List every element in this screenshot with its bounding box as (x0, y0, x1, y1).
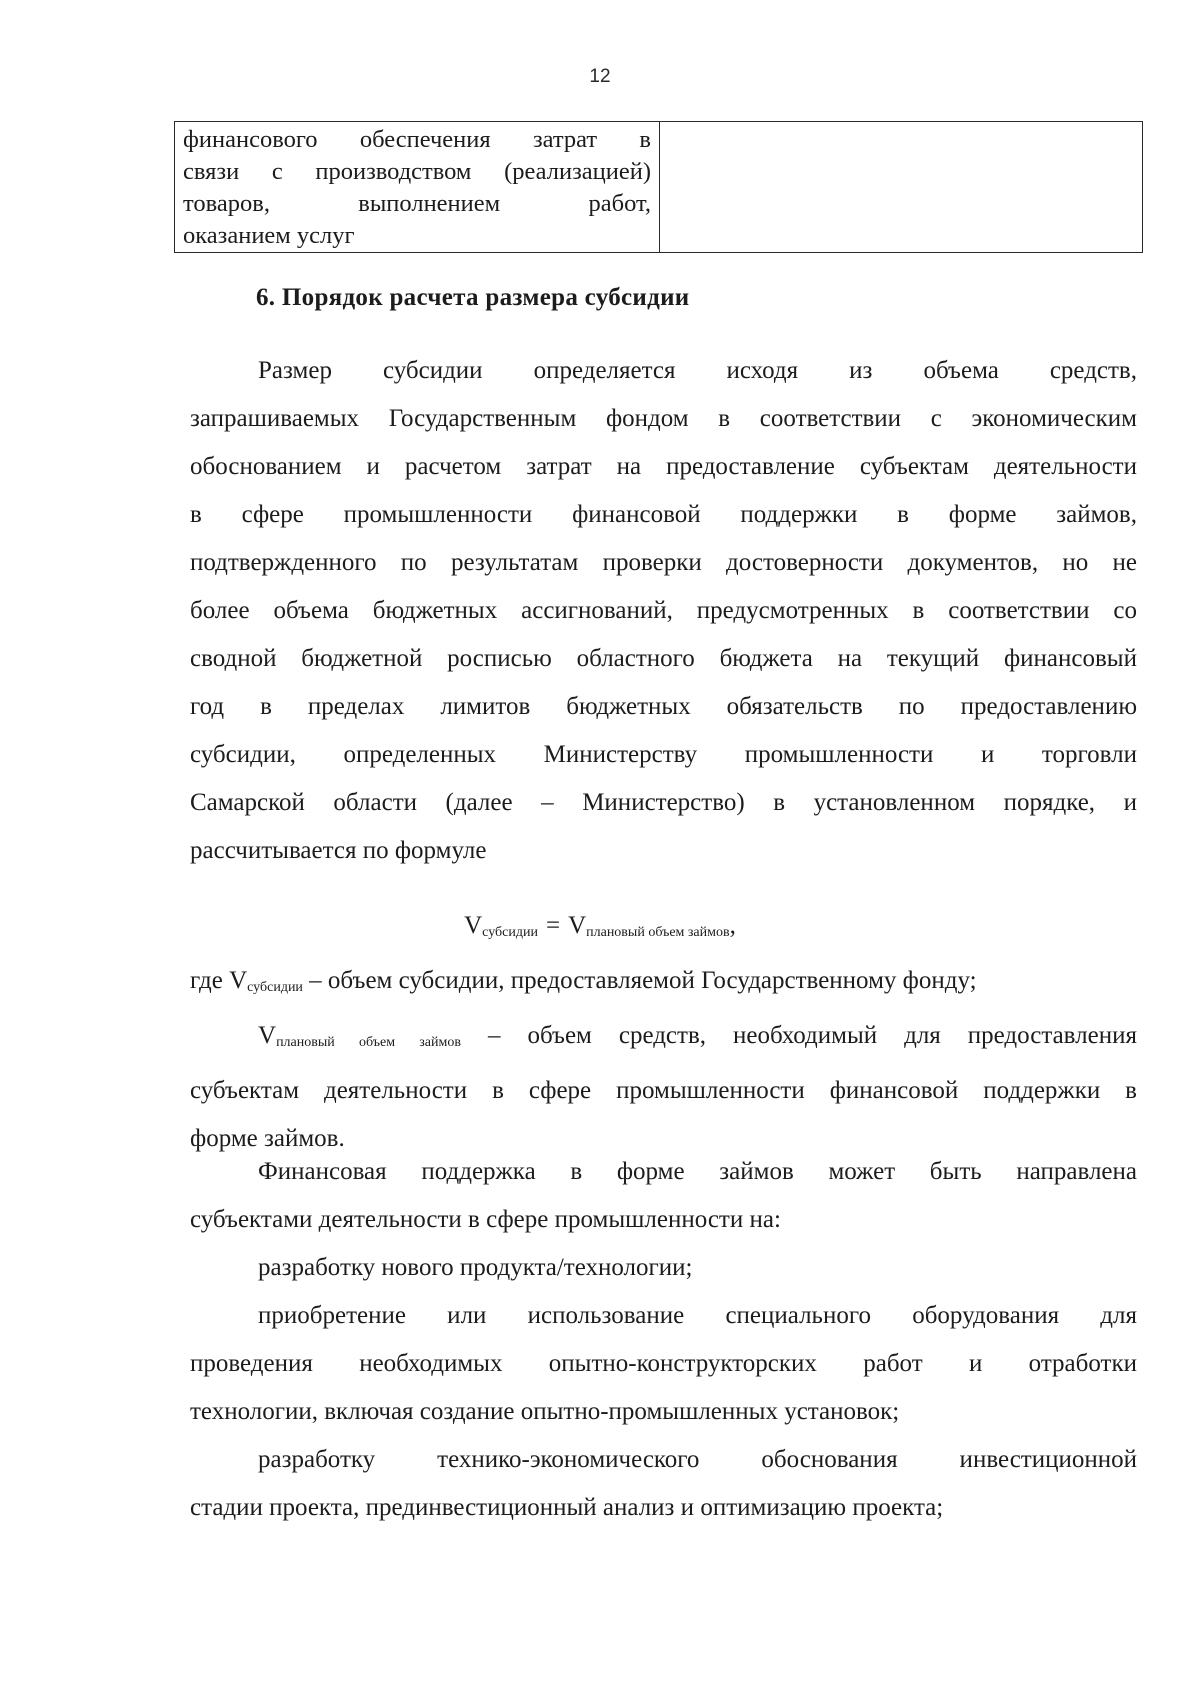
definition-text: – объем субсидии, предоставляемой Государственному фонду; (302, 967, 977, 994)
text-line: в сфере промышленности финансовой поддержки в форме займов, (190, 501, 1137, 528)
table-cell-text (175, 122, 659, 252)
page-number: 12 (589, 66, 611, 87)
text-line: сводной бюджетной росписью областного бюджета на текущий финансовый (190, 645, 1137, 672)
text-line: разработку технико-экономического обоснования инвестиционной (258, 1446, 1137, 1473)
text-line: приобретение или использование специального оборудования для (258, 1302, 1137, 1329)
text-line: Размер субсидии определяется исходя из объема средств, (258, 357, 1137, 384)
text-line: запрашиваемых Государственным фондом в соответствии с экономическим (190, 405, 1137, 432)
text-line: рассчитывается по формуле (190, 837, 487, 864)
table-row (175, 122, 1143, 253)
text-line: субъектами деятельности в сфере промышленности на: (190, 1206, 781, 1233)
definitions (190, 957, 1137, 1163)
formula-rhs-subscript: плановый объем займов (586, 925, 730, 940)
text-line: более объема бюджетных ассигнований, предусмотренных в соответствии со (190, 597, 1137, 624)
list-item-equipment (190, 1292, 1137, 1436)
formula-tail: , (729, 912, 736, 939)
text-line: технологии, включая создание опытно-промышленных установок; (190, 1398, 900, 1425)
list-item-feasibility (190, 1436, 1137, 1532)
list-item-new-product (190, 1244, 1137, 1292)
text-line: обоснованием и расчетом затрат на предоставление субъектам деятельности (190, 453, 1137, 480)
text-line: разработку нового продукта/технологии; (258, 1254, 693, 1281)
table-line: товаров, выполнением работ, (183, 190, 651, 217)
text-line: Финансовая поддержка в форме займов может быть направлена (258, 1158, 1137, 1185)
formula-lhs-subscript: субсидии (482, 925, 538, 940)
paragraph-financial-support (190, 1148, 1137, 1244)
definition-subscript: плановый объем займов (276, 1035, 461, 1050)
definition-planned-loans (190, 1012, 1137, 1067)
text-line: Самарской области (далее – Министерство) в установленном порядке, и (190, 789, 1137, 816)
definition-prefix: где (190, 967, 230, 994)
table-cell-right-text (660, 122, 1142, 124)
text-line: год в пределах лимитов бюджетных обязательств по предоставлению (190, 693, 1137, 720)
table-line: финансового обеспечения затрат в (183, 126, 651, 153)
table-cell-right (660, 122, 1143, 253)
definition-subscript: субсидии (247, 980, 303, 995)
continued-table (174, 121, 1143, 253)
paragraph-subsidy-size (190, 347, 1137, 875)
text-line: подтвержденного по результатам проверки достоверности документов, но не (190, 549, 1137, 576)
text-line: форме займов. (190, 1125, 345, 1152)
definition-subsidy (190, 957, 1137, 1012)
definition-symbol: V (229, 967, 248, 994)
table-line: связи с производством (реализацией) (183, 158, 651, 185)
section-heading: 6. Порядок расчета размера субсидии (256, 284, 690, 311)
formula-equals: = (545, 912, 561, 939)
text-line: субъектам деятельности в сфере промышленности финансовой поддержки в (190, 1077, 1137, 1104)
formula-lhs-symbol: V (464, 912, 483, 939)
definition-text: – объем средств, необходимый для предоставления (461, 1022, 1137, 1049)
formula (0, 912, 1200, 941)
text-line: субсидии, определенных Министерству промышленности и торговли (190, 741, 1137, 768)
text-line: стадии проекта, прединвестиционный анализ и оптимизацию проекта; (190, 1494, 944, 1521)
text-line: проведения необходимых опытно-конструкторских работ и отработки (190, 1350, 1137, 1377)
table-cell-left (175, 122, 660, 253)
formula-rhs-symbol: V (568, 912, 587, 939)
definition-symbol: V (258, 1022, 277, 1049)
table-line: оказанием услуг (183, 222, 355, 249)
